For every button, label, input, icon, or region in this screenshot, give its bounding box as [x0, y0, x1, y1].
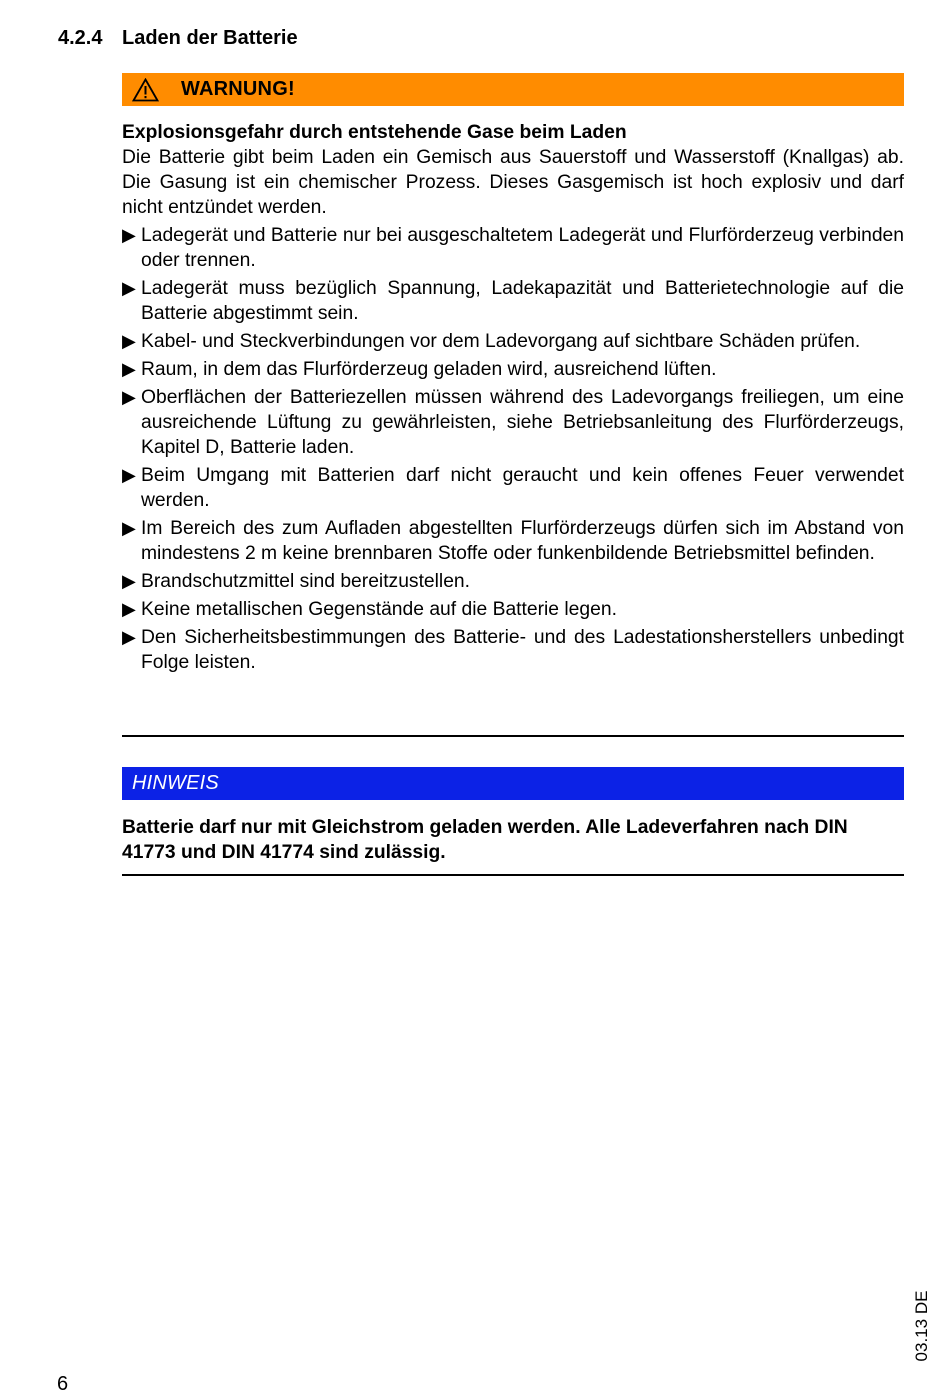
- list-item: ▶ Oberflächen der Batteriezellen müssen während des Ladevorgangs freiliegen, um eine ausreichende Lüftung zu gewährleisten, siehe Betriebsanleitung des Flurförderzeugs, Kapitel D, Batterie laden.: [122, 387, 904, 458]
- warning-intro: Die Batterie gibt beim Laden ein Gemisch aus Sauerstoff und Wasserstoff (Knallgas) ab. Die Gasung ist ein chemischer Prozess. Dieses Gasgemisch ist hoch explosiv und darf nicht entzündet werden.: [122, 147, 904, 218]
- list-item: ▶ Ladegerät und Batterie nur bei ausgeschaltetem Ladegerät und Flurförderzeug verbinden oder trennen.: [122, 225, 904, 271]
- bullet-arrow-icon: ▶: [122, 465, 136, 485]
- bullet-arrow-icon: ▶: [122, 359, 136, 379]
- list-item: ▶ Keine metallischen Gegenstände auf die Batterie legen.: [122, 599, 617, 620]
- list-item: ▶ Ladegerät muss bezüglich Spannung, Ladekapazität und Batterietechnologie auf die Batterie abgestimmt sein.: [122, 278, 904, 324]
- bullet-arrow-icon: ▶: [122, 599, 136, 619]
- bullet-arrow-icon: ▶: [122, 571, 136, 591]
- section-number: 4.2.4: [58, 27, 103, 49]
- list-item: ▶ Im Bereich des zum Aufladen abgestellten Flurförderzeugs dürfen sich im Abstand von mindestens 2 m keine brennbaren Stoffe oder funkenbildende Betriebsmittel befinden.: [122, 518, 904, 564]
- note-text: Batterie darf nur mit Gleichstrom geladen werden. Alle Ladeverfahren nach DIN 41773 und DIN 41774 sind zulässig.: [122, 817, 848, 863]
- note-label: HINWEIS: [132, 772, 219, 794]
- note-end-divider: [122, 874, 904, 876]
- warning-body: [122, 120, 904, 678]
- note-banner: [122, 767, 904, 800]
- bullet-arrow-icon: ▶: [122, 225, 136, 245]
- list-item: ▶ Brandschutzmittel sind bereitzustellen.: [122, 571, 471, 592]
- bullet-arrow-icon: ▶: [122, 331, 136, 351]
- warning-subtitle: Explosionsgefahr durch entstehende Gase beim Laden: [122, 122, 627, 143]
- warning-triangle-icon: [132, 78, 159, 102]
- section-title: Laden der Batterie: [122, 27, 298, 49]
- list-item: ▶ Kabel- und Steckverbindungen vor dem Ladevorgang auf sichtbare Schäden prüfen.: [122, 331, 861, 352]
- bullet-arrow-icon: ▶: [122, 627, 136, 647]
- warning-list: [122, 223, 904, 675]
- list-item: ▶ Raum, in dem das Flurförderzeug geladen wird, ausreichend lüften.: [122, 359, 717, 380]
- bullet-arrow-icon: ▶: [122, 518, 136, 538]
- page-number: 6: [57, 1373, 69, 1395]
- warning-end-divider: [122, 735, 904, 737]
- document-code-text: 03.13 DE: [912, 1290, 931, 1362]
- list-item: ▶ Beim Umgang mit Batterien darf nicht geraucht und kein offenes Feuer verwendet werden.: [122, 465, 904, 511]
- warning-label: WARNUNG!: [181, 78, 295, 100]
- section-heading: [58, 25, 298, 51]
- list-item: ▶ Den Sicherheitsbestimmungen des Batterie- und des Ladestationsherstellers unbedingt Folge leisten.: [122, 627, 904, 673]
- bullet-arrow-icon: ▶: [122, 387, 136, 407]
- warning-banner: [122, 73, 904, 106]
- bullet-arrow-icon: ▶: [122, 278, 136, 298]
